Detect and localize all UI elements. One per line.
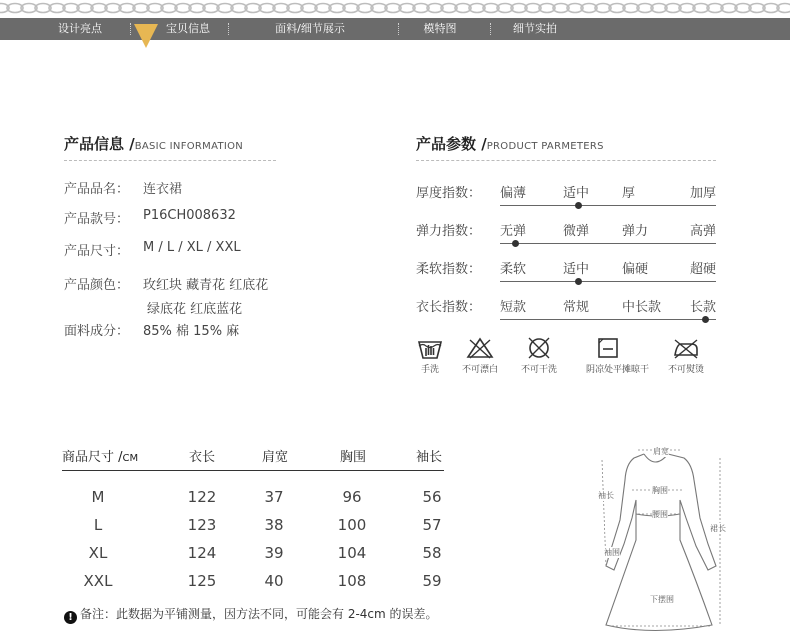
param-scale-marker — [575, 278, 582, 285]
basic-row-value: 玫红块 藏青花 红底花 — [143, 278, 269, 293]
basic-row-value: 85% 棉 15% 麻 — [143, 324, 240, 339]
dress-measurement-diagram — [592, 440, 742, 635]
diagram-label-length: 裙长 — [710, 524, 726, 533]
size-value-cell: 96 — [342, 488, 362, 506]
dry-flat-in-shade-icon — [594, 336, 622, 360]
param-option: 加厚 — [690, 186, 717, 201]
param-scale-line — [500, 205, 716, 206]
basic-info-heading: 产品信息 /BASIC INFORMATION — [64, 135, 244, 153]
param-scale-line — [500, 319, 716, 320]
size-value-cell: 125 — [187, 572, 217, 590]
care-no-iron: 不可熨烫 — [664, 336, 708, 375]
param-option: 长款 — [690, 300, 717, 315]
size-cell: XXL — [83, 572, 113, 590]
basic-row-label: 产品品名： — [64, 182, 130, 197]
param-label: 厚度指数： — [416, 186, 482, 201]
param-option: 短款 — [500, 300, 527, 315]
size-value-cell: 123 — [187, 516, 217, 534]
param-option: 超硬 — [690, 262, 717, 277]
param-scale-line — [500, 243, 716, 244]
basic-row-label: 产品尺寸： — [64, 244, 130, 259]
chain-border-decoration — [0, 0, 790, 16]
no-bleach-icon — [465, 336, 495, 360]
basic-row-value: P16CH008632 — [143, 208, 236, 223]
active-nav-pointer-icon — [134, 24, 158, 48]
param-scale-line — [500, 281, 716, 282]
size-value-cell: 108 — [337, 572, 367, 590]
diagram-label-hem: 下摆围 — [650, 595, 674, 604]
param-option: 偏硬 — [622, 262, 649, 277]
param-option: 常规 — [563, 300, 590, 315]
hand-wash-icon — [416, 336, 444, 360]
param-option: 柔软 — [500, 262, 527, 277]
care-no-dry-clean: 不可干洗 — [517, 336, 561, 375]
size-value-cell: 39 — [264, 544, 284, 562]
size-cell: L — [93, 516, 103, 534]
size-value-cell: 59 — [422, 572, 442, 590]
size-table-heading: 商品尺寸 /CM — [62, 450, 139, 465]
param-option: 高弹 — [690, 224, 717, 239]
basic-info-divider — [64, 160, 276, 161]
diagram-label-sleeve: 袖长 — [598, 491, 614, 500]
size-value-cell: 100 — [337, 516, 367, 534]
product-params-divider — [416, 160, 716, 161]
size-value-cell: 40 — [264, 572, 284, 590]
param-option: 偏薄 — [500, 186, 527, 201]
param-scale-marker — [702, 316, 709, 323]
diagram-label-waist: 腰围 — [652, 510, 668, 519]
size-col-header: 肩宽 — [262, 450, 289, 465]
basic-row-value: M / L / XL / XXL — [143, 240, 241, 255]
size-value-cell: 38 — [264, 516, 284, 534]
param-label: 衣长指数： — [416, 300, 482, 315]
size-col-header: 衣长 — [189, 450, 216, 465]
nav-item-design-highlights[interactable]: 设计亮点 — [58, 22, 102, 35]
nav-item-fabric-details[interactable]: 面料/细节展示 — [275, 22, 345, 35]
param-option: 厚 — [622, 186, 636, 201]
diagram-label-cuff: 袖围 — [604, 548, 620, 557]
basic-row-value-continued: 绿底花 红底蓝花 — [147, 302, 243, 317]
size-table-rule — [62, 470, 444, 471]
care-no-bleach: 不可漂白 — [458, 336, 502, 375]
size-col-header: 胸围 — [340, 450, 367, 465]
basic-row-label: 面料成分： — [64, 324, 130, 339]
measurement-note: ! 备注：此数据为平铺测量，因方法不同，可能会有 2-4cm 的误差。 — [64, 605, 438, 624]
no-dry-clean-icon — [525, 336, 553, 360]
param-option: 中长款 — [622, 300, 662, 315]
basic-row-label: 产品款号： — [64, 212, 130, 227]
param-option: 无弹 — [500, 224, 527, 239]
nav-item-model-photos[interactable]: 模特图 — [423, 22, 457, 35]
product-params-heading: 产品参数 /PRODUCT PARMETERS — [416, 135, 604, 153]
size-cell: M — [91, 488, 105, 506]
size-value-cell: 124 — [187, 544, 217, 562]
size-value-cell: 104 — [337, 544, 367, 562]
param-option: 微弹 — [563, 224, 590, 239]
size-col-header: 袖长 — [416, 450, 443, 465]
diagram-label-chest: 胸围 — [652, 486, 668, 495]
care-dry-flat-shade: 阴凉处平摊晾干 — [586, 336, 630, 375]
param-label: 弹力指数： — [416, 224, 482, 239]
basic-row-label: 产品颜色： — [64, 278, 130, 293]
param-option: 弹力 — [622, 224, 649, 239]
param-scale-marker — [512, 240, 519, 247]
size-value-cell: 57 — [422, 516, 442, 534]
basic-row-value: 连衣裙 — [143, 182, 183, 197]
care-hand-wash: 手洗 — [408, 336, 452, 375]
param-scale-marker — [575, 202, 582, 209]
param-option: 适中 — [563, 186, 590, 201]
size-value-cell: 37 — [264, 488, 284, 506]
warning-icon: ! — [64, 611, 77, 624]
param-option: 适中 — [563, 262, 590, 277]
section-nav-bar — [0, 18, 790, 40]
param-label: 柔软指数： — [416, 262, 482, 277]
dress-outline-icon — [592, 440, 742, 635]
nav-item-detail-photos[interactable]: 细节实拍 — [513, 22, 557, 35]
size-value-cell: 58 — [422, 544, 442, 562]
no-iron-icon — [671, 336, 701, 360]
diagram-label-shoulder: 肩宽 — [653, 447, 669, 456]
size-cell: XL — [88, 544, 108, 562]
size-value-cell: 56 — [422, 488, 442, 506]
nav-item-product-info[interactable]: 宝贝信息 — [166, 22, 210, 35]
size-value-cell: 122 — [187, 488, 217, 506]
